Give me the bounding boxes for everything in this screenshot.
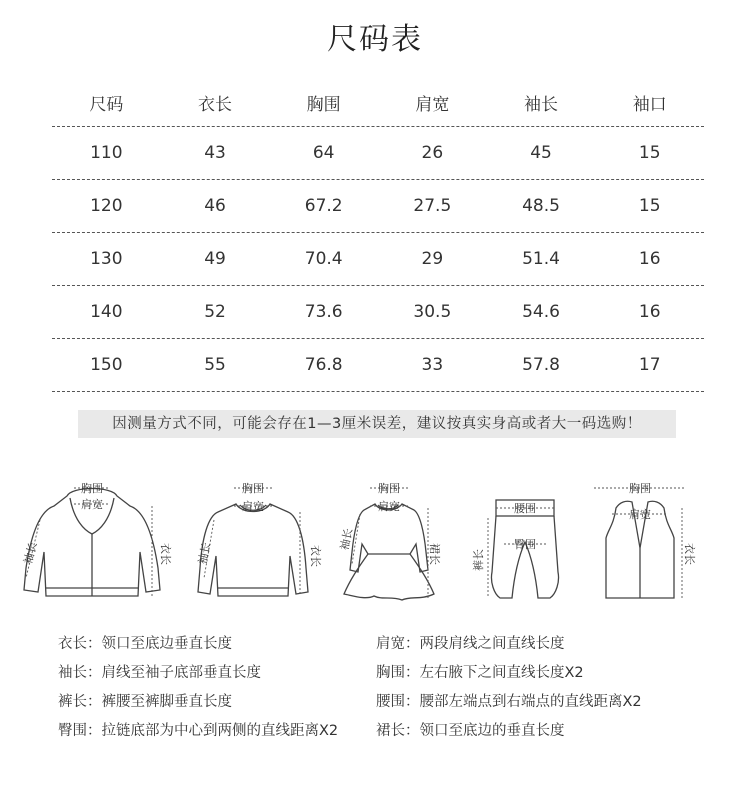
table-cell: 43 (204, 143, 226, 163)
table-cell: 64 (312, 143, 335, 163)
table-header-row (52, 78, 704, 127)
table-cell: 140 (90, 302, 123, 322)
table-cell: 27.5 (413, 196, 452, 216)
column-header: 袖长 (524, 94, 559, 115)
table-row (52, 233, 704, 286)
chest-label: 胸围 (378, 482, 400, 495)
table-cell: 29 (421, 249, 444, 269)
chest-label: 胸围 (629, 482, 651, 495)
table-cell: 30.5 (413, 302, 452, 322)
size-table (52, 78, 704, 392)
shoulder-label: 肩宽 (378, 500, 400, 513)
chest-label: 胸围 (242, 482, 264, 495)
table-cell: 16 (638, 302, 661, 322)
table-cell: 54.6 (522, 302, 560, 322)
jacket-figure (12, 468, 172, 608)
table-row (52, 339, 704, 392)
vest-figure (586, 468, 696, 608)
sleeve-label: 袖长 (195, 541, 214, 566)
definition-row (58, 686, 738, 715)
table-cell: 67.2 (304, 196, 343, 216)
column-header: 胸围 (306, 94, 341, 115)
garment-figures (0, 468, 750, 618)
definition-row (58, 657, 738, 686)
table-cell: 26 (421, 143, 444, 163)
sleeve-label: 袖长 (337, 527, 356, 552)
table-row (52, 286, 704, 339)
length-label: 衣长 (159, 543, 172, 565)
definition-item: 裤长：裤腰至裤脚垂直长度 (58, 694, 232, 710)
table-cell: 51.4 (522, 249, 560, 269)
definition-item: 裙长：领口至底边的垂直长度 (376, 723, 565, 739)
table-cell: 55 (204, 355, 226, 375)
column-header: 肩宽 (415, 94, 450, 115)
measurement-note-banner: 因测量方式不同，可能会存在1—3厘米误差，建议按真实身高或者大一码选购！ (78, 410, 676, 438)
measurement-definitions (58, 628, 738, 744)
table-cell: 57.8 (522, 355, 560, 375)
table-cell: 15 (638, 143, 661, 163)
length-label: 裙长 (428, 543, 441, 565)
table-cell: 33 (421, 355, 444, 375)
dress-figure (330, 468, 450, 608)
table-cell: 16 (638, 249, 661, 269)
shoulder-label: 肩宽 (81, 498, 103, 511)
table-cell: 76.8 (304, 355, 343, 375)
table-cell: 150 (90, 355, 123, 375)
table-cell: 70.4 (304, 249, 343, 269)
table-cell: 73.6 (304, 302, 343, 322)
shoulder-label: 肩宽 (242, 500, 264, 513)
table-cell: 48.5 (522, 196, 560, 216)
hip-label: 臀围 (514, 538, 536, 551)
hooded-jacket-icon (12, 468, 172, 608)
sweater-figure (178, 468, 328, 608)
pants-figure (470, 468, 580, 608)
sleeve-label: 袖长 (21, 540, 40, 566)
table-cell: 110 (90, 143, 123, 163)
table-cell: 49 (204, 249, 226, 269)
length-label: 衣长 (683, 543, 696, 565)
chest-label: 胸围 (81, 482, 103, 495)
table-cell: 120 (90, 196, 123, 216)
pants-icon (470, 468, 580, 608)
definition-row (58, 715, 738, 744)
table-cell: 52 (204, 302, 226, 322)
table-cell: 130 (90, 249, 123, 269)
dress-icon (330, 468, 450, 608)
definition-item: 肩宽：两段肩线之间直线长度 (376, 636, 565, 652)
column-header: 衣长 (198, 94, 232, 115)
definition-row (58, 628, 738, 657)
shoulder-label: 肩宽 (629, 508, 651, 521)
length-label: 裤长 (472, 549, 485, 571)
definition-item: 衣长：领口至底边垂直长度 (58, 636, 232, 652)
column-header: 尺码 (89, 94, 124, 115)
table-row (52, 127, 704, 180)
length-label: 衣长 (309, 545, 322, 567)
table-cell: 17 (638, 355, 661, 375)
definition-item: 腰围：腰部左端点到右端点的直线距离X2 (376, 694, 642, 710)
table-row (52, 180, 704, 233)
column-header: 袖口 (632, 94, 667, 115)
definition-item: 袖长：肩线至袖子底部垂直长度 (58, 665, 261, 681)
vest-icon (586, 468, 696, 608)
page-title: 尺码表 (327, 22, 423, 57)
table-cell: 45 (530, 143, 552, 163)
definition-item: 胸围：左右腋下之间直线长度X2 (376, 665, 584, 681)
sweater-icon (178, 468, 328, 608)
table-cell: 15 (638, 196, 661, 216)
table-cell: 46 (204, 196, 226, 216)
waist-label: 腰围 (514, 502, 536, 515)
definition-item: 臀围：拉链底部为中心到两侧的直线距离X2 (58, 723, 339, 739)
